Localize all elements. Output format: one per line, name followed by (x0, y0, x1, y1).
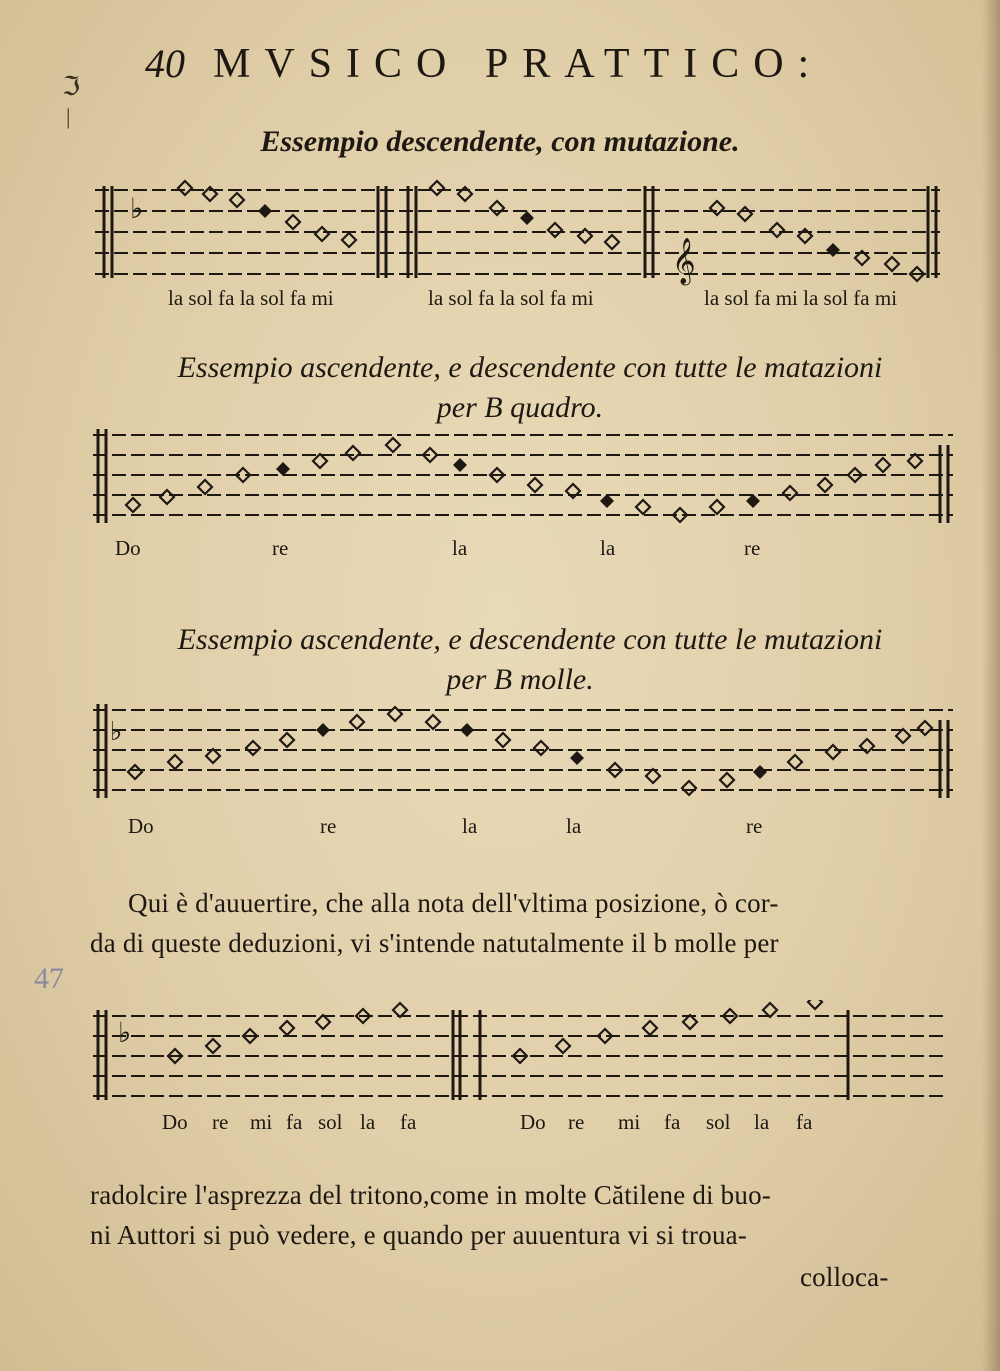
syllable: fa (286, 1110, 303, 1134)
example-title: Essempio ascendente, e descendente con tutte le mutazioni (177, 623, 883, 656)
syllable-group: la sol fa la sol fa mi (168, 286, 334, 310)
syllable: Do (115, 536, 141, 560)
music-staff (88, 425, 958, 530)
syllable: la (360, 1110, 376, 1134)
syllable: re (212, 1110, 229, 1134)
example-title: Essempio descendente, con mutazione. (260, 125, 740, 158)
music-staff (88, 1000, 958, 1100)
text-line: radolcire l'asprezza del tritono,come in molte Cătilene di buo- (90, 1180, 771, 1210)
svg-text:𝄞: 𝄞 (672, 238, 696, 283)
example-title: Essempio ascendente, e descendente con tutte le matazioni (177, 351, 883, 384)
syllable: Do (162, 1110, 188, 1134)
running-head (145, 40, 865, 100)
margin-note: 47 (34, 962, 64, 995)
syllable: re (744, 536, 761, 560)
syllable-row (0, 286, 1000, 316)
syllable: la (566, 814, 582, 838)
staff-ex1 (90, 178, 950, 288)
staff-ex3 (88, 700, 958, 805)
syllable: fa (796, 1110, 813, 1134)
text-line: da di queste deduzioni, vi s'intende natutalmente il b molle per (90, 928, 779, 958)
syllable: fa (400, 1110, 417, 1134)
running-title: MVSICO PRATTICO: (213, 41, 824, 87)
syllable-row (0, 814, 1000, 844)
svg-text:♭: ♭ (110, 717, 123, 746)
music-staff (88, 700, 958, 805)
syllable: re (320, 814, 337, 838)
example-title-cont: per B quadro. (436, 391, 604, 424)
syllable: mi (250, 1110, 273, 1134)
syllable-group: la sol fa la sol fa mi (428, 286, 594, 310)
syllable: Do (128, 814, 154, 838)
svg-text:♭: ♭ (118, 1018, 132, 1049)
syllable: la (452, 536, 468, 560)
catchword: colloca- (800, 1262, 889, 1292)
syllable: la (462, 814, 478, 838)
text-line: Qui è d'auuertire, che alla nota dell'vltima posizione, ò cor- (128, 888, 779, 918)
syllable: Do (520, 1110, 546, 1134)
syllable: re (568, 1110, 585, 1134)
syllable: re (272, 536, 289, 560)
syllable: la (600, 536, 616, 560)
page-edge-shadow (982, 0, 1000, 1371)
syllable: mi (618, 1110, 641, 1134)
margin-mark: | (66, 104, 71, 129)
syllable: sol (318, 1110, 343, 1134)
staff-ex4 (88, 1000, 958, 1100)
syllable: fa (664, 1110, 681, 1134)
music-staff (90, 178, 950, 288)
text-line: ni Auttori si può vedere, e quando per auuentura vi si troua- (90, 1220, 748, 1250)
page-number: 40 (145, 41, 185, 86)
syllable-group: la sol fa mi la sol fa mi (704, 286, 898, 310)
staff-ex2 (88, 425, 958, 530)
syllable-row (0, 536, 1000, 566)
syllable: la (754, 1110, 770, 1134)
syllable-row (0, 1110, 1000, 1140)
syllable: sol (706, 1110, 731, 1134)
svg-text:♭: ♭ (130, 194, 144, 225)
margin-mark: ℑ (62, 72, 81, 101)
syllable: re (746, 814, 763, 838)
example-title-cont: per B molle. (446, 663, 594, 696)
